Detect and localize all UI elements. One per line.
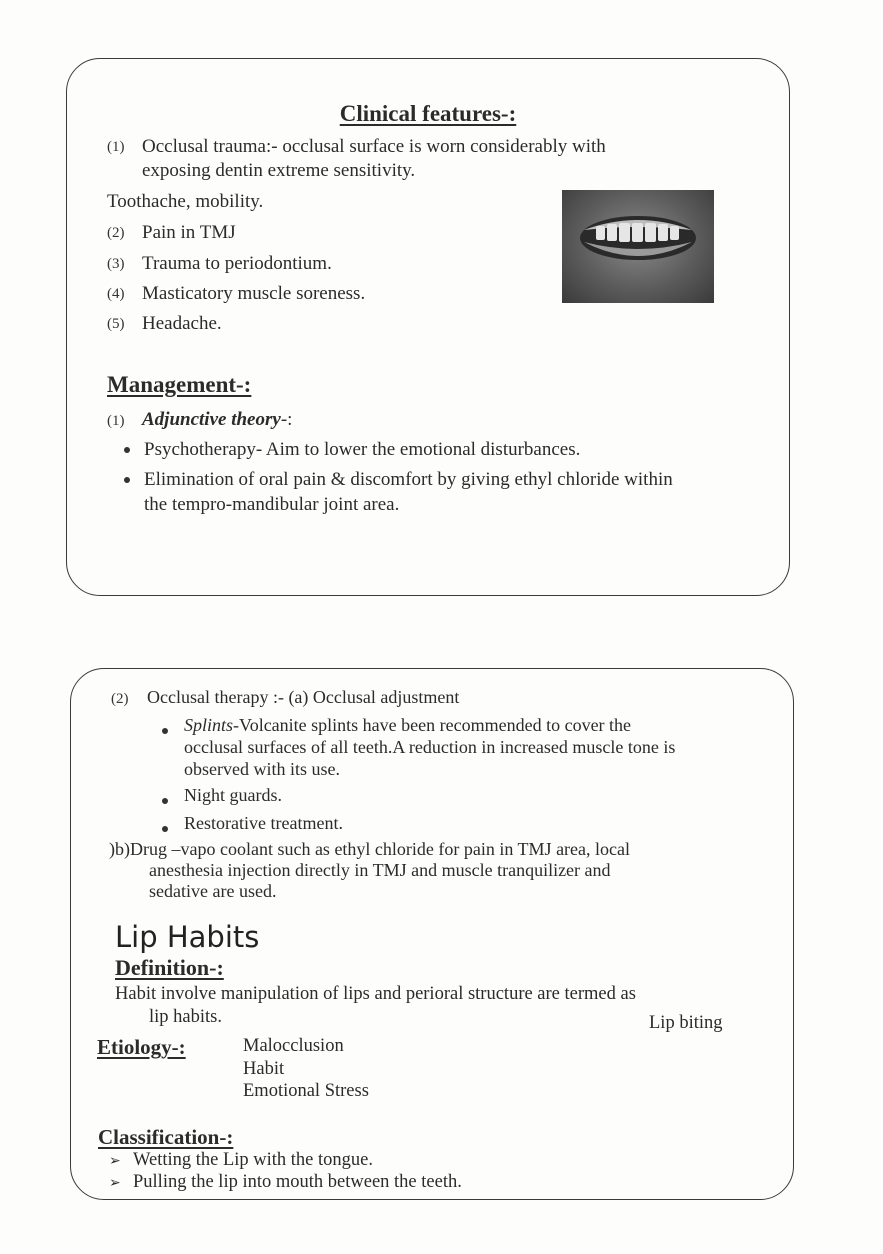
slide-lip-habits	[70, 668, 794, 1200]
etiology-heading: Etiology-:	[97, 1035, 186, 1059]
bullet-icon	[162, 792, 168, 810]
item-text: Occlusal trauma:- occlusal surface is worn considerably with	[142, 136, 606, 157]
teeth-photo-icon	[562, 190, 714, 303]
bullet-icon	[124, 441, 130, 459]
adjunctive-label: Adjunctive theory	[142, 409, 281, 430]
lip-habits-title: Lip Habits	[115, 920, 260, 954]
bullet-icon	[124, 471, 130, 489]
classification-heading: Classification-:	[98, 1125, 234, 1149]
lip-biting-caption: Lip biting	[649, 1013, 723, 1033]
drug-line-1: )b)Drug –vapo coolant such as ethyl chloride for pain in TMJ area, local	[109, 839, 631, 859]
splints-text: -Volcanite splints have been recommended to cover the	[233, 715, 632, 735]
slide-clinical-features	[66, 58, 790, 596]
bullet-text-continuation: the tempro-mandibular joint area.	[144, 494, 400, 515]
classification-item: Wetting the Lip with the tongue.	[133, 1150, 373, 1170]
clinical-features-title	[67, 101, 789, 127]
item-text: Masticatory muscle soreness.	[142, 283, 366, 304]
classification-item: Pulling the lip into mouth between the teeth.	[133, 1172, 462, 1192]
etiology-item: Habit	[243, 1059, 285, 1079]
splints-line	[184, 715, 631, 736]
bullet-text: Elimination of oral pain & discomfort by giving ethyl chloride within	[144, 469, 673, 490]
bullet-text: Psychotherapy- Aim to lower the emotional disturbances.	[144, 439, 581, 460]
night-guards-item: Night guards.	[184, 785, 282, 805]
item-text: Toothache, mobility.	[107, 191, 264, 212]
splints-line-2: occlusal surfaces of all teeth.A reduction in increased muscle tone is	[184, 737, 676, 757]
splints-line-3: observed with its use.	[184, 759, 340, 779]
etiology-item: Malocclusion	[243, 1036, 344, 1056]
arrow-bullet-icon: ➢	[109, 1154, 121, 1169]
definition-line-1: Habit involve manipulation of lips and perioral structure are termed as	[115, 984, 636, 1004]
adjunctive-suffix: -:	[280, 409, 293, 430]
therapy-text: Occlusal therapy :- (a) Occlusal adjustment	[147, 687, 460, 707]
item-number: (5)	[107, 316, 125, 332]
restorative-item: Restorative treatment.	[184, 813, 343, 833]
item-text: Trauma to periodontium.	[142, 253, 332, 274]
item-text-continuation: exposing dentin extreme sensitivity.	[142, 160, 416, 181]
item-number: (2)	[107, 225, 125, 241]
item-number: (1)	[107, 139, 125, 155]
splints-label: Splints	[184, 715, 234, 735]
arrow-bullet-icon: ➢	[109, 1176, 121, 1191]
definition-line-2: lip habits.	[149, 1007, 222, 1027]
adjunctive-number: (1)	[107, 413, 125, 429]
item-text: Pain in TMJ	[142, 222, 236, 243]
etiology-item: Emotional Stress	[243, 1081, 369, 1101]
drug-line-3: sedative are used.	[149, 881, 277, 901]
bullet-icon	[162, 722, 168, 740]
item-text: Headache.	[142, 313, 222, 334]
therapy-number: (2)	[111, 691, 129, 707]
item-number: (3)	[107, 256, 125, 272]
teeth-photo	[562, 190, 714, 303]
item-number: (4)	[107, 286, 125, 302]
definition-heading: Definition-:	[115, 955, 224, 980]
management-heading: Management-:	[107, 372, 252, 397]
drug-line-2: anesthesia injection directly in TMJ and muscle tranquilizer and	[149, 860, 611, 880]
adjunctive-heading	[142, 409, 292, 431]
clinical-features-title-text: Clinical features-:	[339, 101, 517, 126]
bullet-icon	[162, 820, 168, 838]
